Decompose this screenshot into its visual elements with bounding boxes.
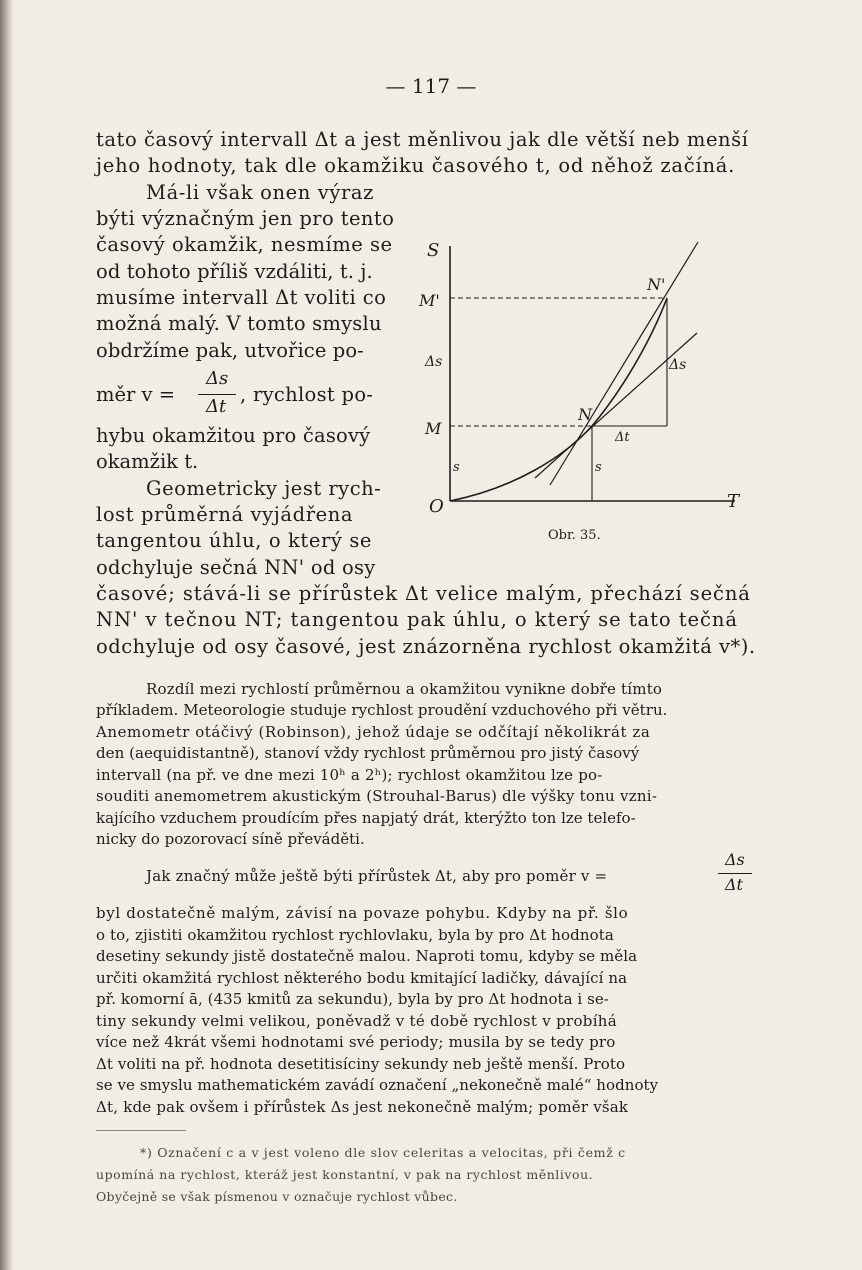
small-text-line: tiny sekundy velmi velikou, poněvadž v té době rychlost v probíhá <box>96 1012 617 1030</box>
text-line: okamžik t. <box>96 450 199 473</box>
fraction-numerator: Δs <box>206 368 229 389</box>
figure-caption: Obr. 35. <box>548 528 601 543</box>
small-text-line: více než 4krát všemi hodnotami své periody; musila by se tedy pro <box>96 1033 616 1051</box>
small-text-line: o to, zjistiti okamžitou rychlost rychlovlaku, byla by pro Δt hodnota <box>96 926 614 944</box>
text-line: obdržíme pak, utvořice po- <box>96 339 364 362</box>
footnote-line: *) Označení c a v jest voleno dle slov celeritas a velocitas, při čemž c <box>140 1145 626 1160</box>
fraction-denominator: Δt <box>206 396 227 417</box>
label-delta-s-left: Δs <box>425 354 443 370</box>
small-text-line: byl dostatečně malým, závisí na povaze pohybu. Kdyby na př. šlo <box>96 904 629 922</box>
label-o: O <box>429 496 444 517</box>
text-line: , rychlost po- <box>240 383 374 406</box>
small-text-line: souditi anemometrem akustickým (Strouhal-Barus) dle výšky tonu vzni- <box>96 787 658 805</box>
small-text-line: kajícího vzduchem proudícím přes napjatý drát, kterýžto ton lze telefo- <box>96 809 636 827</box>
text-line: býti význačným jen pro tento <box>96 207 395 230</box>
text-line: lost průměrná vyjádřena <box>96 503 354 526</box>
page-number: — 117 — <box>385 74 477 98</box>
text-line: musíme intervall Δt voliti co <box>96 286 387 309</box>
small-text-line: nicky do pozorovací síně převáděti. <box>96 830 365 848</box>
small-text-line: desetiny sekundy jistě dostatečně malou. Naproti tomu, kdyby se měla <box>96 947 638 965</box>
footnote-line: Obyčejně se však písmenou v označuje rychlost vůbec. <box>96 1189 458 1204</box>
label-s-axis: S <box>427 240 440 261</box>
figure-35 <box>405 228 765 558</box>
text-line: časový okamžik, nesmíme se <box>96 233 393 256</box>
small-text-line: Δt, kde pak ovšem i přírůstek Δs jest nekonečně malým; poměr však <box>96 1098 629 1116</box>
label-delta-t: Δt <box>615 430 630 445</box>
text-line: hybu okamžitou pro časový <box>96 424 371 447</box>
page-binding-shadow <box>0 0 14 1270</box>
fraction-denominator: Δt <box>725 875 743 894</box>
text-line: možná malý. V tomto smyslu <box>96 312 382 335</box>
small-text-line: př. komorní ā, (435 kmitů za sekundu), byla by pro Δt hodnota i se- <box>96 990 609 1008</box>
small-text-line: Rozdíl mezi rychlostí průměrnou a okamžitou vynikne dobře tímto <box>146 680 663 698</box>
small-text-line: příkladem. Meteorologie studuje rychlost proudění vzduchového při větru. <box>96 701 668 719</box>
small-text-line: intervall (na př. ve dne mezi 10ʰ a 2ʰ); rychlost okamžitou lze po- <box>96 766 603 784</box>
text-line: časové; stává-li se přírůstek Δt velice malým, přechází sečná <box>96 582 751 605</box>
fraction-bar <box>718 873 752 874</box>
label-s-left: s <box>453 460 460 475</box>
label-delta-s-right: Δs <box>669 357 687 373</box>
text-line: Geometricky jest rych- <box>146 477 382 500</box>
label-s-right: s <box>595 460 602 475</box>
label-m: M <box>425 419 442 438</box>
text-line: Má-li však onen výraz <box>146 181 374 204</box>
label-n-prime: N' <box>647 275 666 294</box>
footnote-separator <box>96 1130 186 1131</box>
text-line: jeho hodnoty, tak dle okamžiku časového t, od něhož začíná. <box>96 154 736 177</box>
fraction-ds-dt-2 <box>718 850 752 900</box>
small-text-line: Jak značný může ještě býti přírůstek Δt, aby pro poměr v = <box>146 867 608 885</box>
fraction-ds-dt <box>198 368 236 424</box>
tangent-nt <box>535 333 697 478</box>
text-line: od tohoto příliš vzdáliti, t. j. <box>96 260 373 283</box>
text-line: tato časový intervall Δt a jest měnlivou jak dle větší neb menší <box>96 128 749 151</box>
small-text-line: určiti okamžitá rychlost některého bodu kmitající ladičky, dávající na <box>96 969 628 987</box>
small-text-line: se ve smyslu mathematickém zavádí označení „nekonečně malé“ hodnoty <box>96 1076 659 1094</box>
small-text-line: den (aequidistantně), stanoví vždy rychlost průměrnou pro jistý časový <box>96 744 640 762</box>
label-m-prime: M' <box>419 291 440 310</box>
label-n: N <box>578 405 592 424</box>
footnote-line: upomíná na rychlost, kteráž jest konstantní, v pak na rychlost měnlivou. <box>96 1167 594 1182</box>
fraction-numerator: Δs <box>725 850 745 869</box>
text-line: odchyluje od osy časové, jest znázorněna rychlost okamžitá v*). <box>96 635 756 658</box>
text-line: NN' v tečnou NT; tangentou pak úhlu, o který se tato tečná <box>96 608 738 631</box>
text-line: měr v = <box>96 383 176 406</box>
label-t: T <box>727 491 740 512</box>
fraction-bar <box>198 394 236 395</box>
text-line: odchyluje sečná NN' od osy <box>96 556 376 579</box>
small-text-line: Δt voliti na př. hodnota desetitisíciny sekundy neb ještě menší. Proto <box>96 1055 626 1073</box>
text-line: tangentou úhlu, o který se <box>96 529 373 552</box>
small-text-line: Anemometr otáčivý (Robinson), jehož údaje se odčítají několikrát za <box>96 723 651 741</box>
